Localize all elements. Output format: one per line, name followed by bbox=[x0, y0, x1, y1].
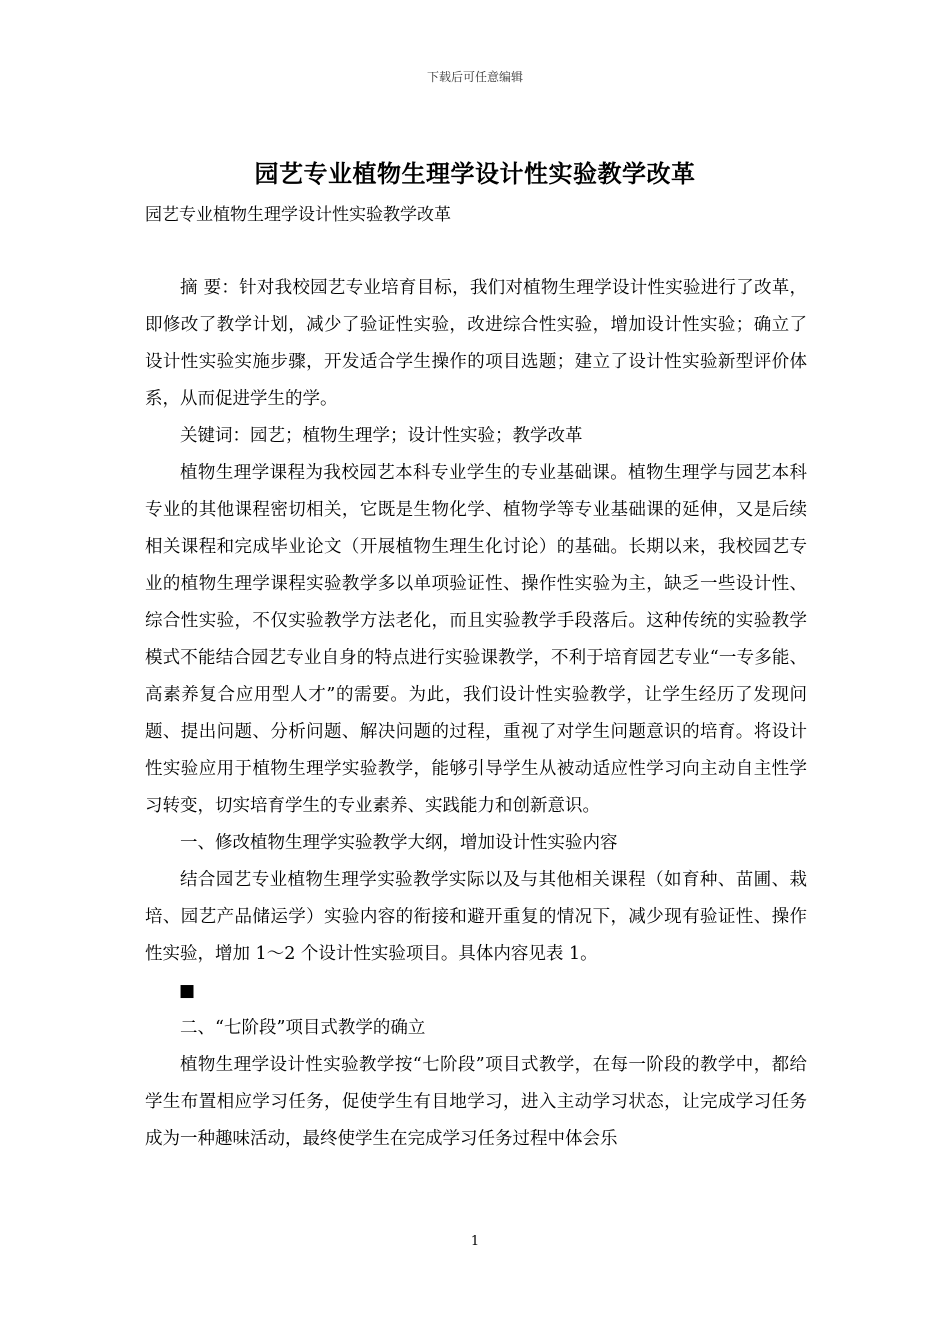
page-header-note: 下载后可任意编辑 bbox=[426, 70, 523, 84]
abstract-paragraph: 摘 要：针对我校园艺专业培育目标，我们对植物生理学设计性实验进行了改革，即修改了教学计划，减少了验证性实验，改进综合性实验，增加设计性实验；确立了设计性实验实施步骤，开发适合学生操作的项目选题；建立了设计性实验新型评价体系，从而促进学生的学。 bbox=[145, 278, 807, 409]
document-subtitle: 园艺专业植物生理学设计性实验教学改革 bbox=[145, 205, 451, 225]
document-body bbox=[145, 270, 807, 1158]
table-placeholder-bullet: ■ bbox=[179, 981, 196, 1001]
section-2-body: 植物生理学设计性实验教学按“七阶段”项目式教学，在每一阶段的教学中，都给学生布置相应学习任务，促使学生有目地学习，进入主动学习状态，让完成学习任务成为一种趣味活动，最终使学生在完成学习任务过程中体会乐 bbox=[145, 1055, 807, 1149]
page-number: 1 bbox=[470, 1234, 480, 1249]
section-1-body: 结合园艺专业植物生理学实验教学实际以及与其他相关课程（如育种、苗圃、栽培、园艺产品储运学）实验内容的衔接和避开重复的情况下，减少现有验证性、操作性实验，增加 1～2 个设计性实验项目。具体内容见表 1。 bbox=[145, 870, 807, 964]
keywords-paragraph: 关键词：园艺；植物生理学；设计性实验；教学改革 bbox=[180, 426, 583, 446]
section-1-heading: 一、修改植物生理学实验教学大纲，增加设计性实验内容 bbox=[180, 833, 618, 853]
document-title: 园艺专业植物生理学设计性实验教学改革 bbox=[254, 159, 696, 188]
intro-paragraph: 植物生理学课程为我校园艺本科专业学生的专业基础课。植物生理学与园艺本科专业的其他课程密切相关，它既是生物化学、植物学等专业基础课的延伸，又是后续相关课程和完成毕业论文（开展植物生理生化讨论）的基础。长期以来，我校园艺专业的植物生理学课程实验教学多以单项验证性、操作性实验为主，缺乏一些设计性、综合性实验，不仅实验教学方法老化，而且实验教学手段落后。这种传统的实验教学模式不能结合园艺专业自身的特点进行实验课教学，不利于培育园艺专业“一专多能、高素养复合应用型人才”的需要。为此，我们设计性实验教学，让学生经历了发现问题、提出问题、分析问题、解决问题的过程，重视了对学生问题意识的培育。将设计性实验应用于植物生理学实验教学，能够引导学生从被动适应性学习向主动自主性学习转变，切实培育学生的专业素养、实践能力和创新意识。 bbox=[145, 463, 807, 816]
section-2-heading: 二、“七阶段”项目式教学的确立 bbox=[180, 1018, 426, 1038]
